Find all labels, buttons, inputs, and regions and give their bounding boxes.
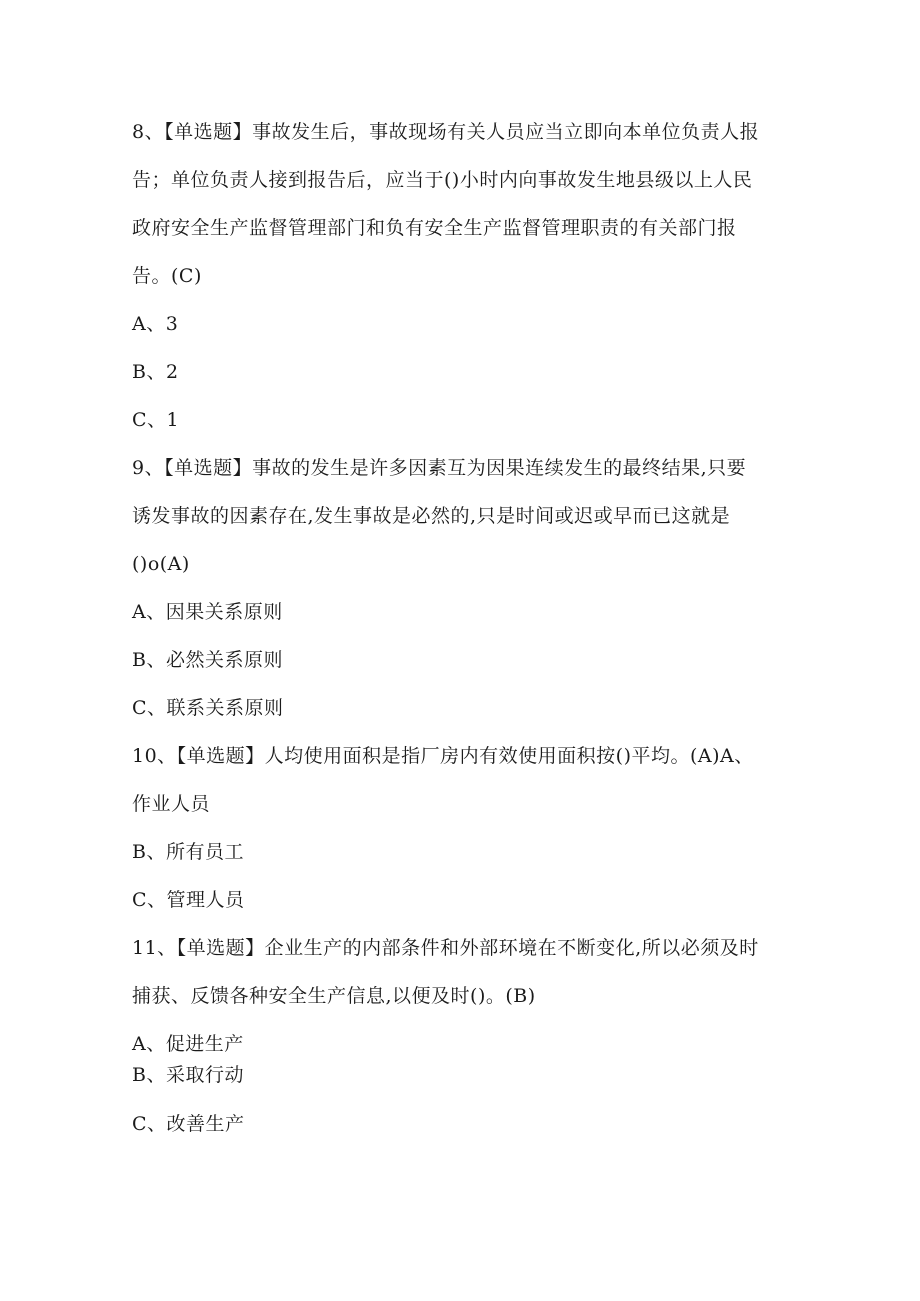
- question-8-line-3: 政府安全生产监督管理部门和负有安全生产监督管理职责的有关部门报: [132, 217, 737, 239]
- question-11-line-2: 捕获、反馈各种安全生产信息,以便及时()。(B): [132, 985, 536, 1007]
- question-11-option-b: B、采取行动: [132, 1064, 244, 1086]
- question-10-line-2: 作业人员: [132, 793, 211, 815]
- question-11-option-c: C、改善生产: [132, 1113, 245, 1135]
- question-8-option-a: A、3: [132, 313, 179, 335]
- question-10-option-b: B、所有员工: [132, 841, 244, 863]
- question-8-option-b: B、2: [132, 361, 179, 383]
- question-11-line-1: 11、【单选题】企业生产的内部条件和外部环境在不断变化,所以必须及时: [132, 937, 759, 959]
- question-8-line-4: 告。(C): [132, 265, 202, 287]
- question-8-option-c: C、1: [132, 409, 180, 431]
- question-9-line-3: ()o(A): [132, 553, 190, 575]
- question-10-line-1: 10、【单选题】人均使用面积是指厂房内有效使用面积按()平均。(A)A、: [132, 745, 754, 767]
- question-8-line-1: 8、【单选题】事故发生后，事故现场有关人员应当立即向本单位负责人报: [132, 121, 760, 143]
- question-9-line-1: 9、【单选题】事故的发生是许多因素互为因果连续发生的最终结果,只要: [132, 457, 747, 479]
- question-9-option-c: C、联系关系原则: [132, 697, 284, 719]
- question-9-option-a: A、因果关系原则: [132, 601, 283, 623]
- question-10-option-c: C、管理人员: [132, 889, 245, 911]
- question-9-line-2: 诱发事故的因素存在,发生事故是必然的,只是时间或迟或早而已这就是: [132, 505, 731, 527]
- question-11-option-a: A、促进生产: [132, 1033, 244, 1055]
- question-9-option-b: B、必然关系原则: [132, 649, 283, 671]
- question-8-line-2: 告；单位负责人接到报告后，应当于()小时内向事故发生地县级以上人民: [132, 169, 753, 191]
